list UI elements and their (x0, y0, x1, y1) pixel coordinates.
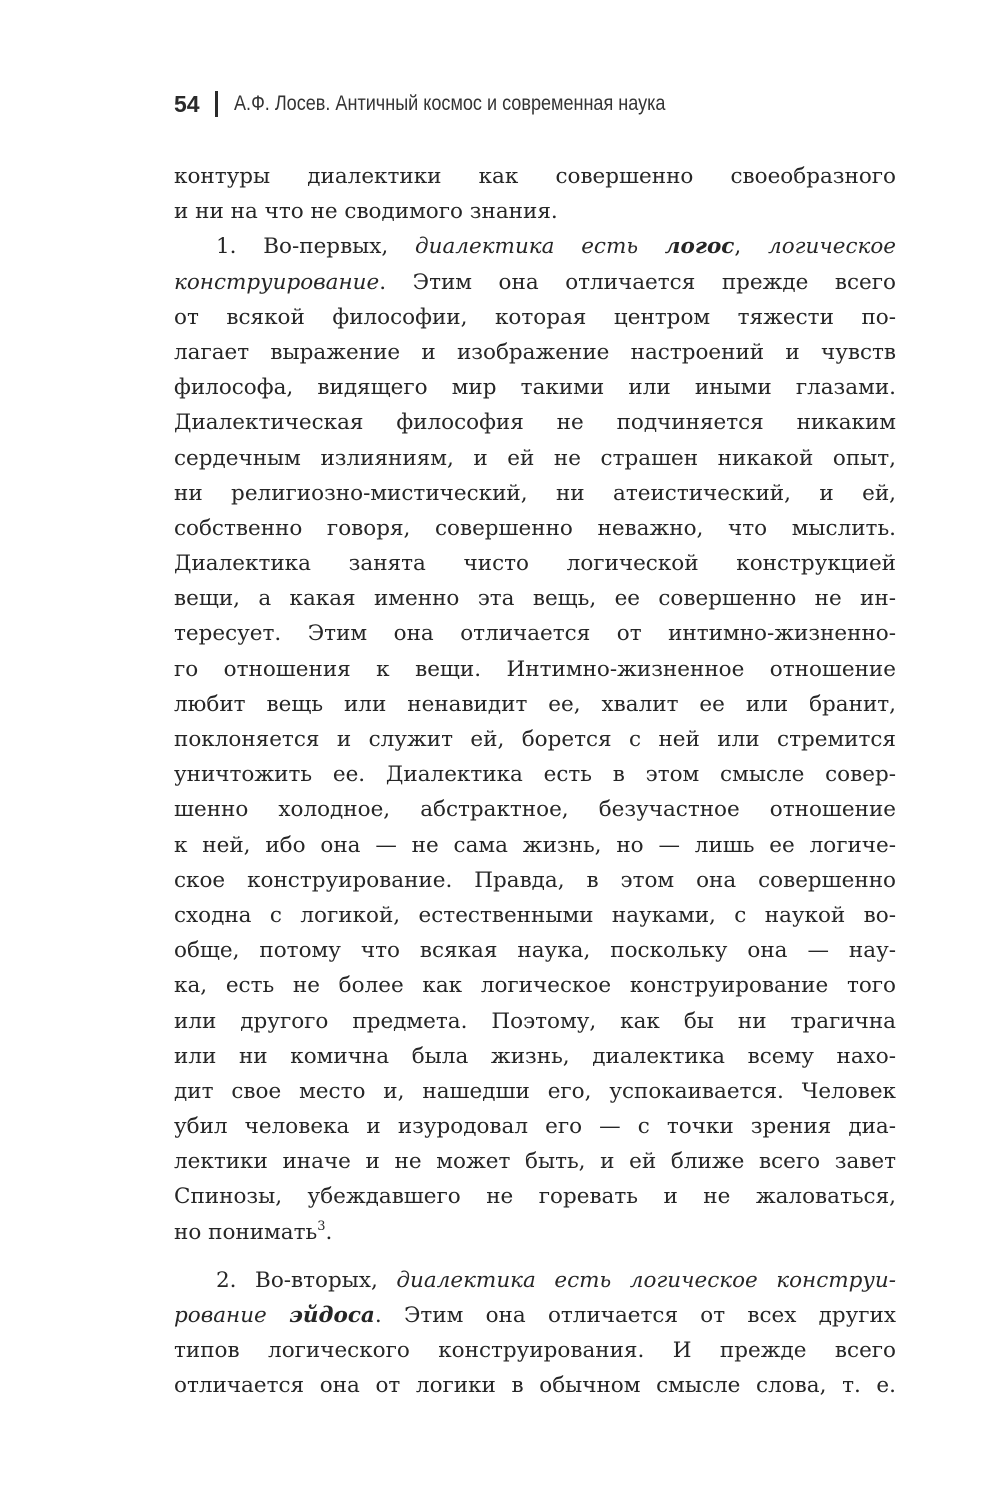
paragraph-number: 1. Во-первых, (216, 234, 389, 260)
text-line: поклоняется и служит ей, борется с ней или стремится (174, 727, 896, 752)
body-text (174, 159, 896, 1404)
text-line: или ни комична была жизнь, диалектика всему нахо- (174, 1043, 896, 1069)
text-line: сходна с логикой, естественными науками, с наукой во- (174, 902, 896, 928)
paragraph-2-first-line (174, 1263, 896, 1298)
text-line: любит вещь или ненавидит ее, хвалит ее или бранит, (174, 691, 896, 717)
text-line: сердечным излияниям, и ей не страшен никакой опыт, (174, 445, 896, 471)
text-line: собственно говоря, совершенно неважно, что мыслить. (174, 515, 896, 541)
italic-phrase: диалектика есть (415, 234, 639, 260)
text-line: лагает выражение и изображение настроений и чувств (174, 339, 896, 365)
text-line: отличается она от логики в обычном смысле слова, т. е. (174, 1373, 896, 1399)
footnote-reference: 3 (317, 1218, 326, 1234)
paragraph-number: 2. Во-вторых, (216, 1267, 378, 1293)
text-line: го отношения к вещи. Интимно-жизненное отношение (174, 656, 896, 682)
bold-italic-term: логос (664, 234, 735, 260)
paragraph-gap (174, 1250, 896, 1263)
italic-phrase: логическое (768, 234, 896, 260)
text-line: Диалектика занята чисто логической конструкцией (174, 551, 896, 577)
running-title: А.Ф. Лосев. Античный космос и современная наука (233, 92, 666, 115)
text-line: дит свое место и, нашедши его, успокаивается. Человек (174, 1078, 896, 1104)
bold-italic-term: эйдоса (289, 1303, 375, 1328)
header-separator (215, 91, 218, 117)
text-line: вещи, а какая именно эта вещь, ее совершенно не ин- (174, 586, 896, 612)
paragraph-1-first-line: 1. Во-первых, диалектика есть логос, логическое (216, 234, 896, 260)
text-line: шенно холодное, абстрактное, безучастное отношение (174, 797, 896, 823)
text-line: и ни на что не сводимого знания. (174, 199, 558, 225)
text-line: типов логического конструирования. И прежде всего (174, 1338, 896, 1364)
text-line: ка, есть не более как логическое конструирование того (174, 973, 896, 999)
text-line: философа, видящего мир такими или иными глазами. (174, 375, 896, 401)
italic-phrase: конструирование (174, 269, 380, 295)
text-line: контуры диалектики как совершенно своеобразного (174, 164, 896, 189)
text-line: Спинозы, убеждавшего не горевать и не жаловаться, (174, 1184, 896, 1210)
text-line: Диалектическая философия не подчиняется никаким (174, 410, 896, 436)
text-line: ни религиозно-мистический, ни атеистический, и ей, (174, 480, 896, 506)
text-line: уничтожить ее. Диалектика есть в этом смысле совер- (174, 762, 896, 788)
text-line: от всякой философии, которая центром тяжести по- (174, 304, 896, 330)
text-line: лектики иначе и не может быть, и ей ближе всего завет (174, 1149, 896, 1175)
page-number: 54 (174, 90, 200, 117)
text-line: конструирование. Этим она отличается прежде всего (174, 269, 896, 295)
text-line: или другого предмета. Поэтому, как бы ни трагична (174, 1008, 896, 1034)
italic-phrase: диалектика есть логическое конструи- (396, 1267, 896, 1293)
text-line: рование эйдоса. Этим она отличается от всех других (174, 1303, 896, 1328)
text-line: обще, потому что всякая наука, поскольку она — нау- (174, 938, 896, 964)
italic-phrase: рование (174, 1303, 267, 1328)
running-header (174, 84, 735, 124)
text-line: но понимать$^3$. (174, 1218, 333, 1245)
text-line: к ней, ибо она — не сама жизнь, но — лишь ее логиче- (174, 832, 896, 858)
text-line: убил человека и изуродовал его — с точки зрения диа- (174, 1114, 896, 1140)
text-line: тересует. Этим она отличается от интимно-жизненно- (174, 621, 896, 647)
text-line: ское конструирование. Правда, в этом она совершенно (174, 867, 896, 893)
